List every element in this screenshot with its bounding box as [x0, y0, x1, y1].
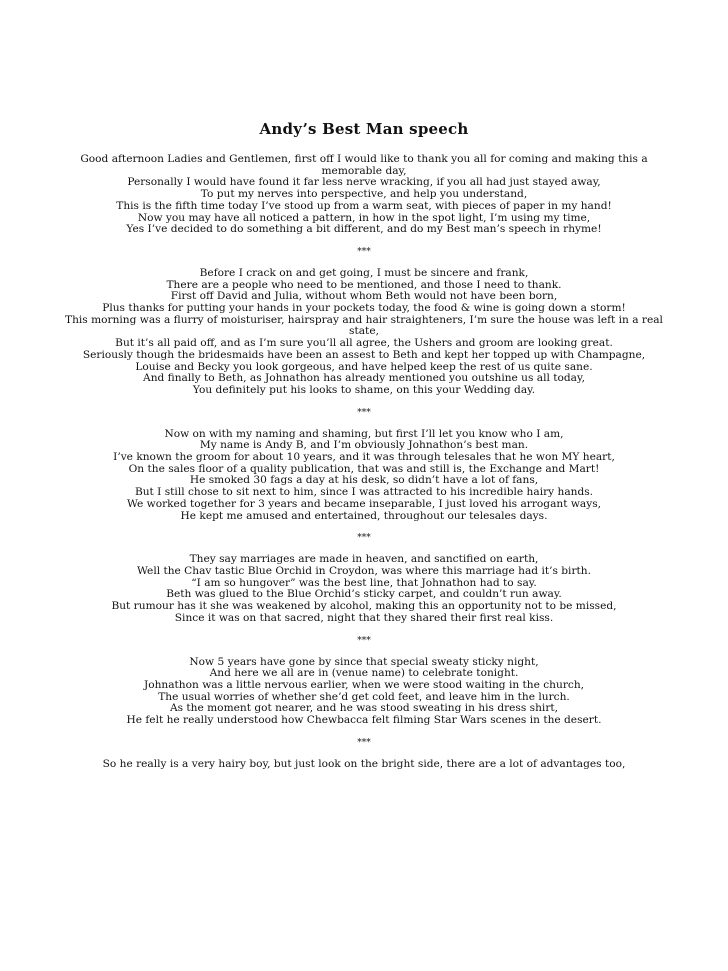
speech-line: I’ve known the groom for about 10 years, and it was through telesales that he won MY heart, — [113, 451, 615, 464]
speech-line: But it’s all paid off, and as I’m sure you’ll all agree, the Ushers and groom are looking great. — [115, 337, 613, 350]
speech-line: Personally I would have found it far less nerve wracking, if you all had just stayed away, — [127, 176, 601, 189]
document-title: Andy’s Best Man speech — [259, 120, 469, 138]
speech-line: Seriously though the bridesmaids have been an assest to Beth and kept her topped up with Champagne, — [82, 348, 646, 361]
speech-line: Johnathon was a little nervous earlier, when we were stood waiting in the church, — [143, 678, 585, 691]
stanza-separator: *** — [357, 246, 371, 257]
stanza-separator: *** — [357, 737, 371, 748]
speech-line: Yes I’ve decided to do something a bit different, and do my Best man’s speech in rhyme! — [126, 223, 602, 236]
speech-line: So he really is a very hairy boy, but just look on the bright side, there are a lot of advantages too, — [102, 757, 626, 770]
speech-line: He smoked 30 fags a day at his desk, so didn’t have a lot of fans, — [189, 474, 539, 487]
speech-line: He felt he really understood how Chewbacca felt filming Star Wars scenes in the desert. — [126, 714, 602, 727]
speech-line: But rumour has it she was weakened by alcohol, making this an opportunity not to be missed, — [111, 600, 617, 613]
stanza — [60, 268, 668, 397]
speech-line: Now 5 years have gone by since that special sweaty sticky night, — [189, 655, 539, 668]
speech-line: Since it was on that sacred, night that they shared their first real kiss. — [174, 611, 554, 624]
speech-line: You definitely put his looks to shame, on this your Wedding day. — [192, 383, 536, 396]
stanza-separator: *** — [357, 635, 371, 646]
speech-line: “I am so hungover” was the best line, that Johnathon had to say. — [191, 576, 537, 589]
speech-line: He kept me amused and entertained, throughout our telesales days. — [180, 509, 548, 522]
speech-body — [60, 154, 668, 770]
stanza-separator: *** — [357, 533, 371, 544]
speech-line: The usual worries of whether she’d get cold feet, and leave him in the lurch. — [158, 690, 570, 703]
speech-line: This morning was a flurry of moisturiser, hairspray and hair straighteners, I’m sure the house was left in a real state, — [65, 313, 663, 338]
speech-line: There are a people who need to be mentioned, and those I need to thank. — [166, 278, 562, 291]
speech-line: Well the Chav tastic Blue Orchid in Croydon, was where this marriage had it’s birth. — [137, 564, 591, 577]
speech-line: As the moment got nearer, and he was stood sweating in his dress shirt, — [169, 702, 559, 715]
speech-line: On the sales floor of a quality publication, that was and still is, the Exchange and Mart! — [128, 462, 600, 475]
speech-line: But I still chose to sit next to him, since I was attracted to his incredible hairy hands. — [134, 486, 594, 499]
speech-line: And finally to Beth, as Johnathon has already mentioned you outshine us all today, — [143, 372, 585, 385]
speech-line: Beth was glued to the Blue Orchid’s sticky carpet, and couldn’t run away. — [166, 588, 562, 601]
stanza-separator: *** — [357, 407, 371, 418]
stanza — [60, 657, 668, 727]
stanza — [60, 759, 668, 771]
speech-line: We worked together for 3 years and became inseparable, I just loved his arrogant ways, — [126, 497, 602, 510]
speech-line: Now on with my naming and shaming, but first I’ll let you know who I am, — [164, 427, 564, 440]
speech-line: They say marriages are made in heaven, and sanctified on earth, — [189, 553, 539, 566]
stanza — [60, 554, 668, 624]
stanza — [60, 154, 668, 236]
speech-line: Now you may have all noticed a pattern, in how in the spot light, I’m using my time, — [137, 211, 591, 224]
speech-line: First off David and Julia, without whom Beth would not have been born, — [170, 290, 558, 303]
stanza — [60, 429, 668, 523]
speech-line: To put my nerves into perspective, and help you understand, — [200, 188, 528, 201]
speech-line: Louise and Becky you look gorgeous, and have helped keep the rest of us quite sane. — [135, 360, 593, 373]
speech-line: My name is Andy B, and I’m obviously Johnathon’s best man. — [199, 439, 529, 452]
speech-line: Before I crack on and get going, I must be sincere and frank, — [199, 266, 529, 279]
speech-line: Good afternoon Ladies and Gentlemen, first off I would like to thank you all for coming and making this a memorable day, — [80, 153, 648, 177]
speech-line: Plus thanks for putting your hands in your pockets today, the food & wine is going down a storm! — [102, 302, 626, 315]
speech-line: This is the fifth time today I’ve stood up from a warm seat, with pieces of paper in my hand! — [116, 199, 612, 212]
speech-line: And here we all are in (venue name) to celebrate tonight. — [209, 667, 519, 680]
